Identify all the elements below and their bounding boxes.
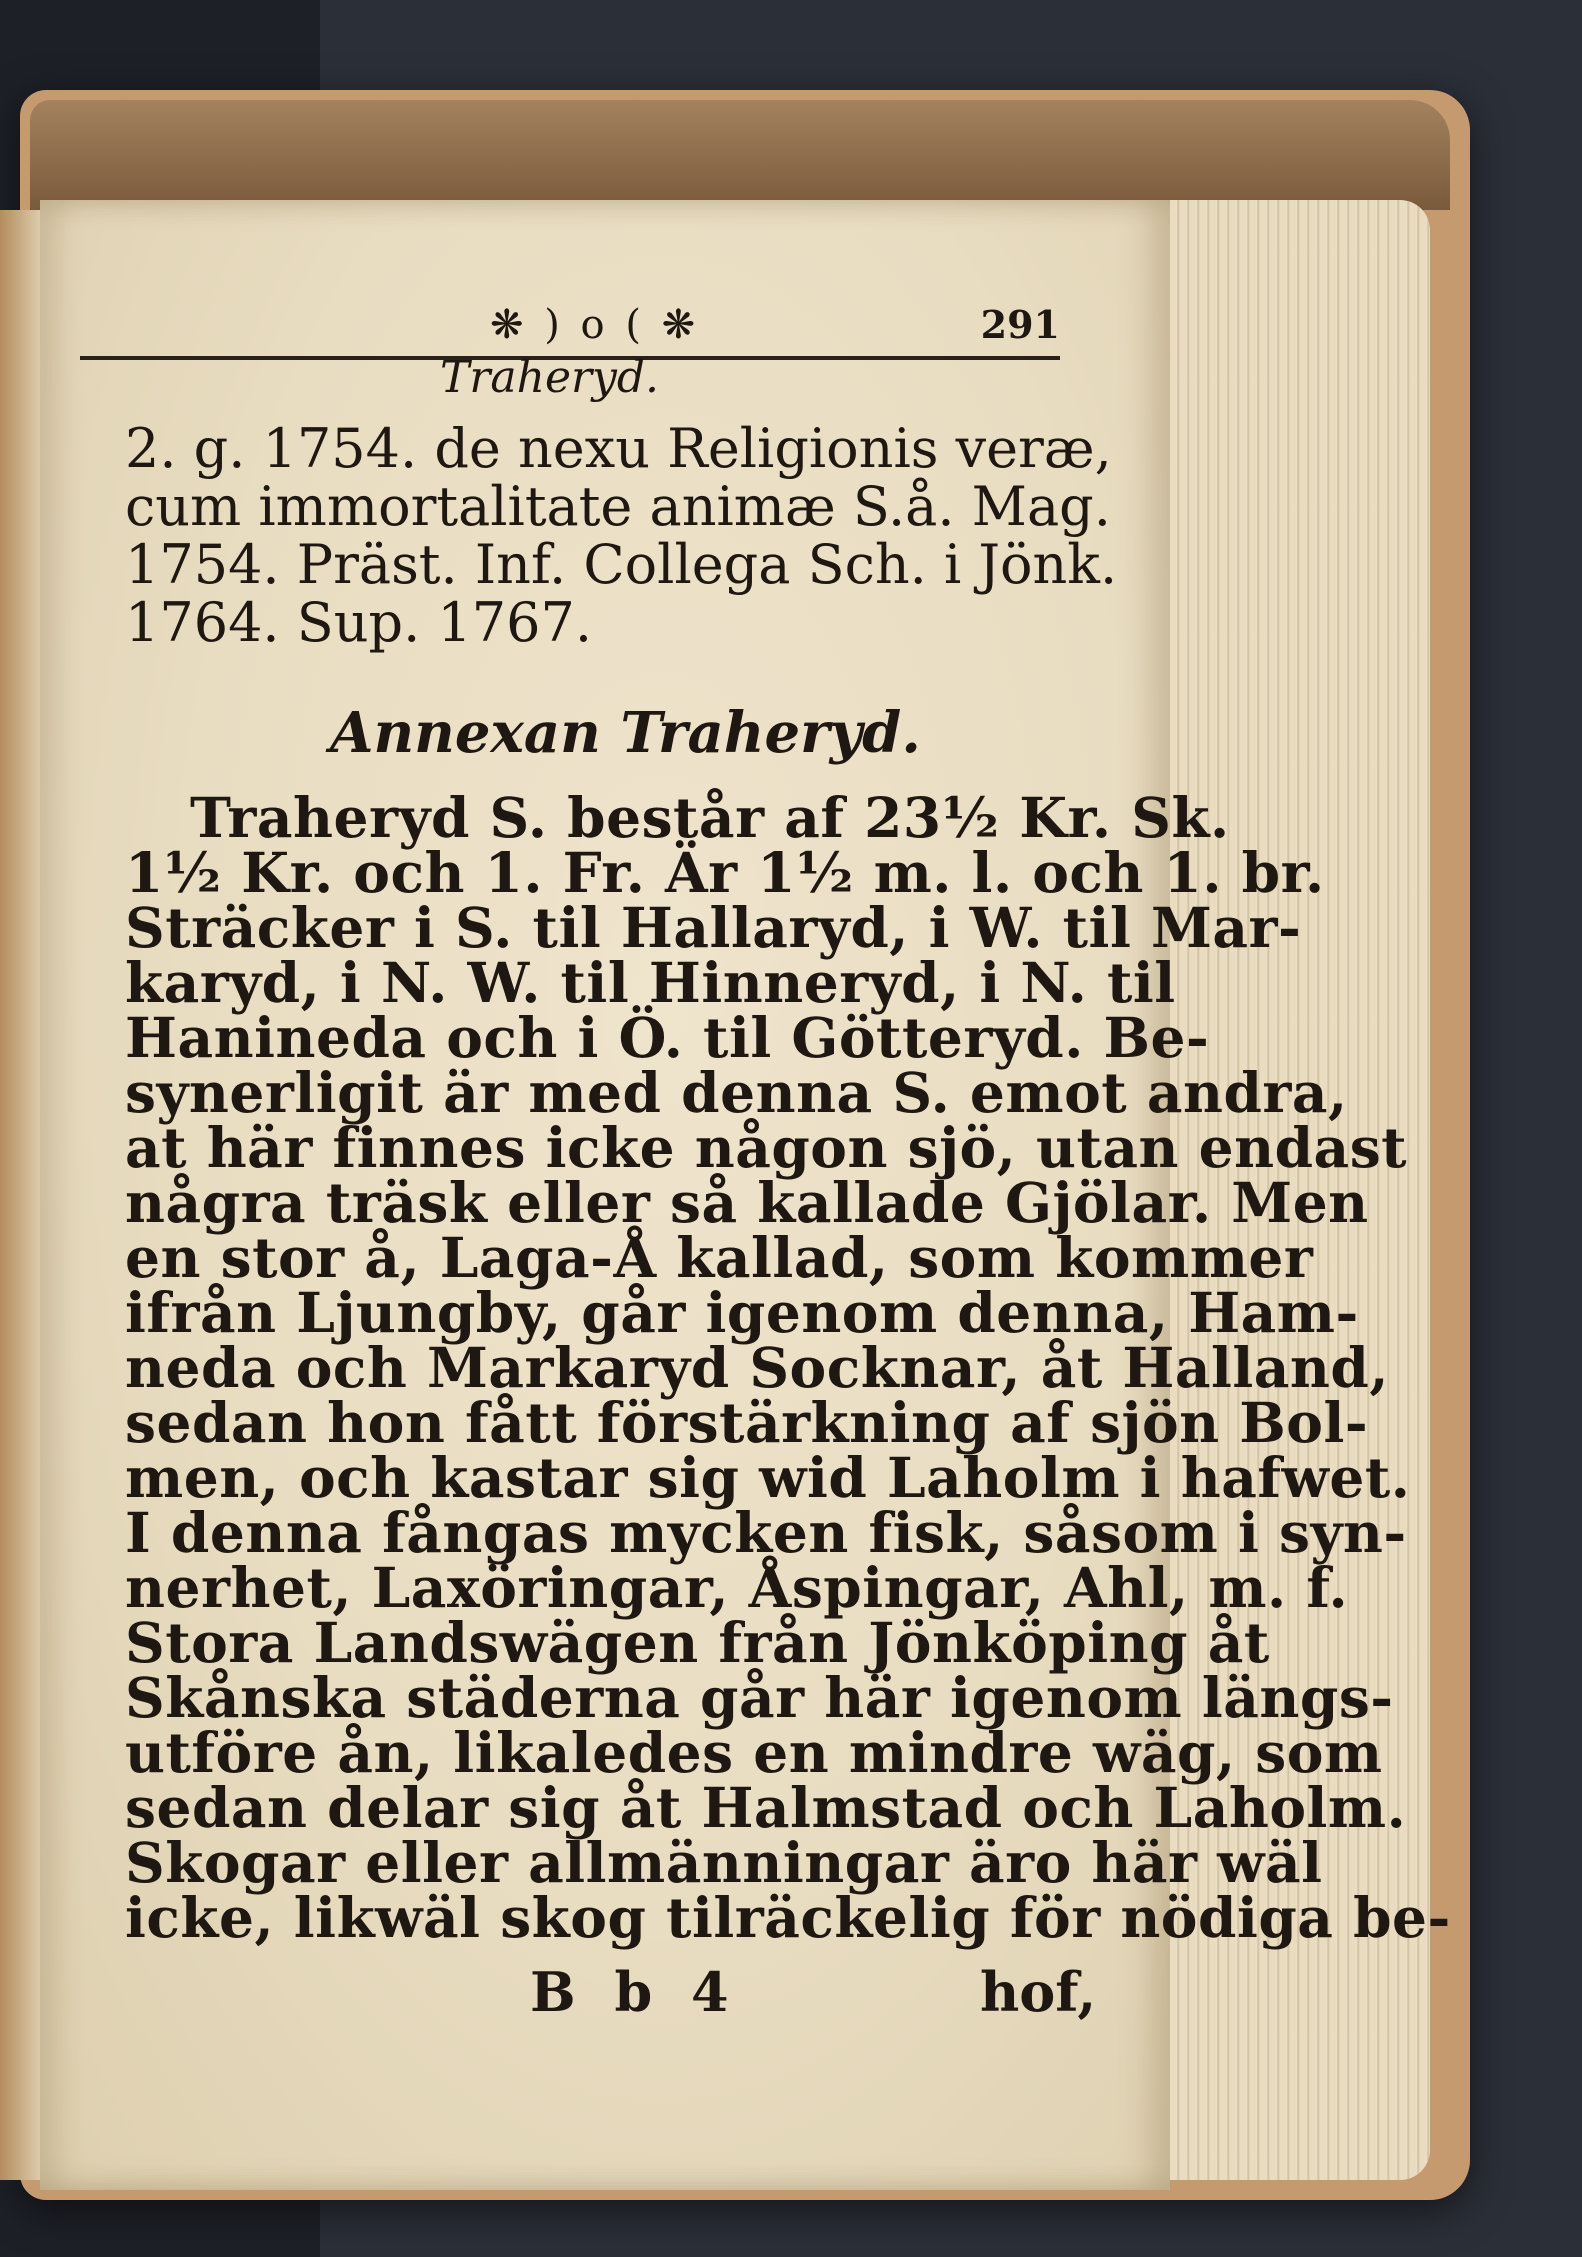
body-line: 1½ Kr. och 1. Fr. Är 1½ m. l. och 1. br.: [125, 840, 1325, 905]
book-top-edge: [30, 100, 1450, 210]
intro-line: cum immortalitate animæ S.å. Mag.: [125, 475, 1111, 538]
body-line: icke, likwäl skog tilräckelig för nödiga be-: [125, 1885, 1451, 1950]
body-line: Hanineda och i Ö. til Götteryd. Be-: [125, 1005, 1210, 1070]
place-heading: Traheryd.: [440, 352, 660, 403]
body-line: sedan delar sig åt Halmstad och Laholm.: [125, 1775, 1407, 1840]
book-page: [40, 200, 1451, 2190]
body-line: ifrån Ljungby, går igenom denna, Ham-: [125, 1280, 1359, 1345]
body-line: en stor å, Laga-Å kallad, som kommer: [125, 1225, 1314, 1290]
body-line: nerhet, Laxöringar, Åspingar, Ahl, m. f.: [125, 1555, 1349, 1620]
body-line: synerligit är med denna S. emot andra,: [125, 1060, 1348, 1125]
intro-line: 1754. Präst. Inf. Collega Sch. i Jönk.: [125, 533, 1118, 596]
body-line: Skogar eller allmänningar äro här wäl: [125, 1830, 1323, 1895]
intro-line: 1764. Sup. 1767.: [125, 591, 593, 654]
body-line: sedan hon fått förstärkning af sjön Bol-: [125, 1390, 1369, 1455]
body-line: Stora Landswägen från Jönköping åt: [125, 1610, 1270, 1675]
body-line: några träsk eller så kallade Gjölar. Men: [125, 1170, 1369, 1235]
intro-line: 2. g. 1754. de nexu Religionis veræ,: [125, 417, 1112, 480]
ornament: ❋ ) o ( ❋: [490, 302, 700, 348]
body-line: Traheryd S. består af 23½ Kr. Sk.: [190, 785, 1230, 850]
body-line: karyd, i N. W. til Hinneryd, i N. til: [125, 950, 1176, 1015]
page-number: 291: [980, 302, 1060, 347]
section-heading: Annexan Traheryd.: [330, 700, 921, 766]
body-line: utföre ån, likaledes en mindre wäg, som: [125, 1720, 1383, 1785]
running-head: [80, 300, 1060, 360]
signature-mark: B b 4: [530, 1960, 739, 2024]
body-line: I denna fångas mycken fisk, såsom i syn-: [125, 1500, 1407, 1565]
body-line: Sträcker i S. til Hallaryd, i W. til Mar-: [125, 895, 1302, 960]
left-page-edge: [0, 210, 40, 2180]
body-line: at här finnes icke någon sjö, utan endast: [125, 1115, 1408, 1180]
catchword: hof,: [980, 1960, 1097, 2024]
body-line: neda och Markaryd Socknar, åt Halland,: [125, 1335, 1390, 1400]
body-line: Skånska städerna går här igenom längs-: [125, 1665, 1394, 1730]
body-line: men, och kastar sig wid Laholm i hafwet.: [125, 1445, 1411, 1510]
